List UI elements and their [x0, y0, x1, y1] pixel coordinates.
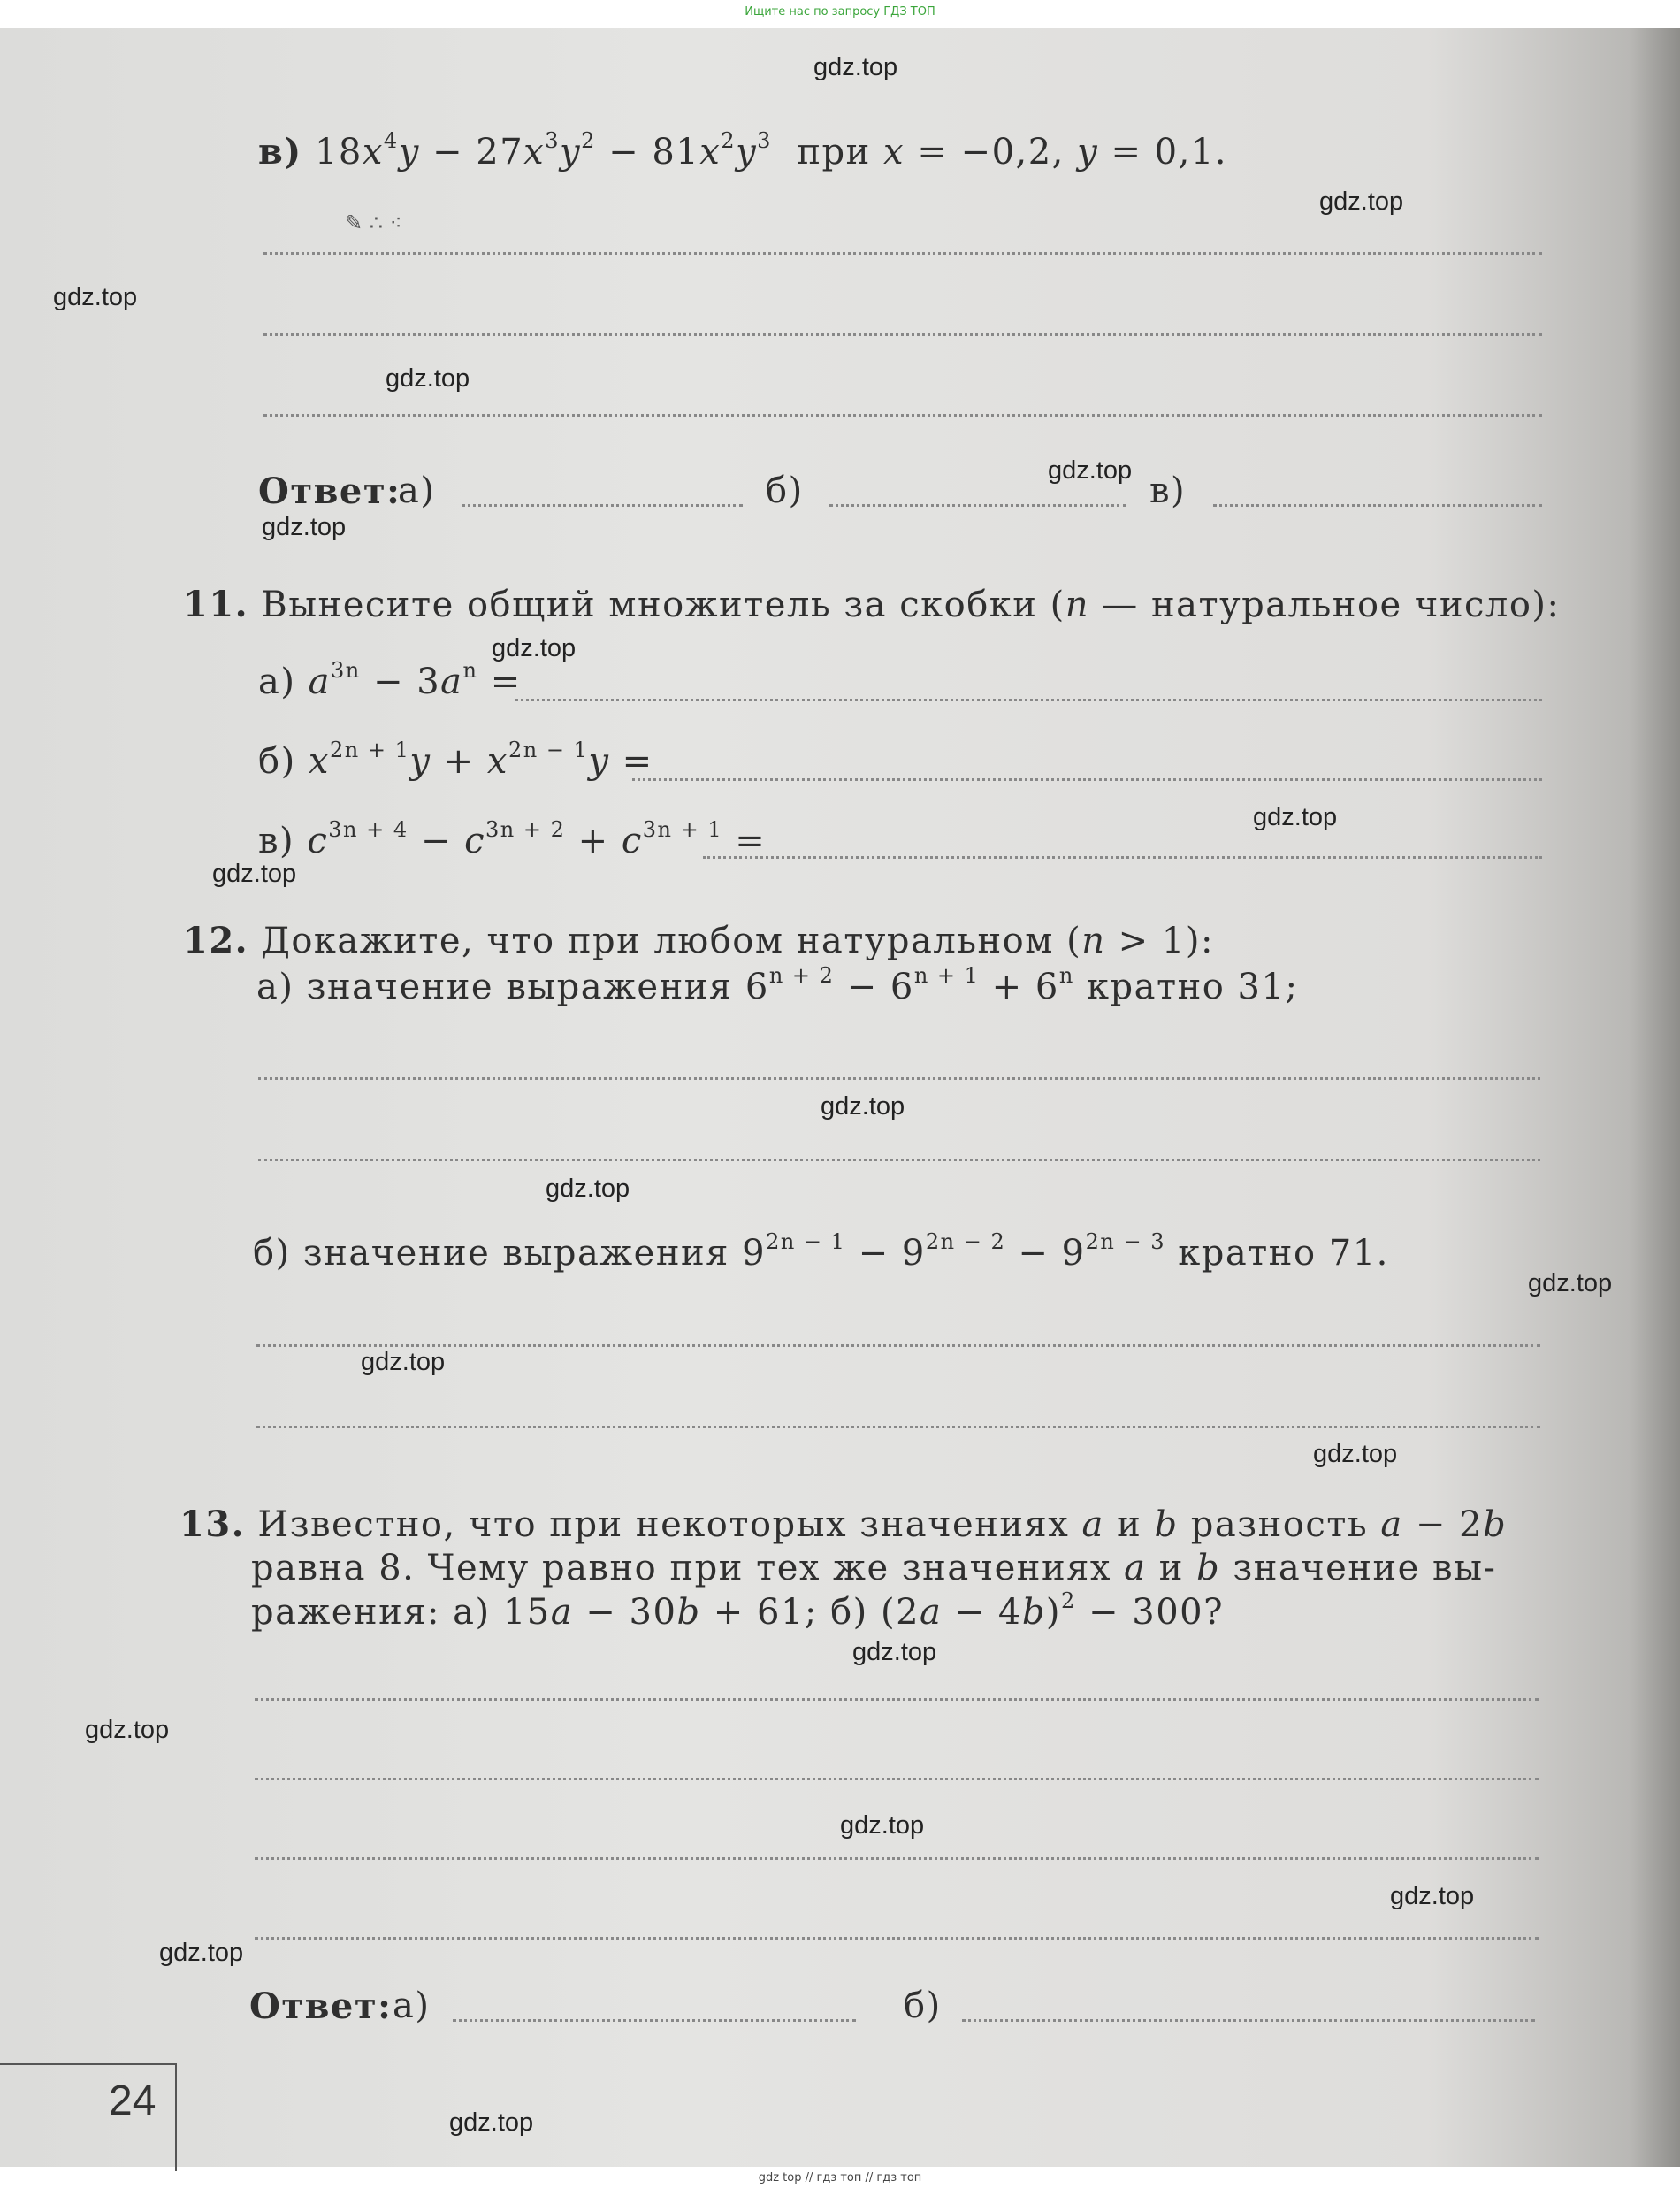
watermark: gdz.top [813, 53, 898, 81]
watermark: gdz.top [1253, 803, 1338, 831]
answer-v-field[interactable] [1213, 504, 1542, 507]
answer-a-label: а) [393, 1986, 431, 2026]
answer-line[interactable] [703, 856, 1542, 859]
task13-line3: ражения: а) 15a − 30b + 61; б) $(2a - 4b)^2 - 300$? [251, 1588, 1225, 1633]
task11-b: б) $x^{2n + 1}y + x^{2n - 1}y$ = [258, 738, 653, 782]
answer-b-field[interactable] [829, 504, 1126, 507]
task10-v-line: в) $18x^4y - 27x^3y^2 - 81x^2y^3$ при x = −0,2, y = 0,1. [258, 128, 1228, 172]
answer-a-label: а) [398, 471, 436, 511]
answer-line[interactable] [255, 1937, 1539, 1940]
answer-line[interactable] [263, 333, 1542, 336]
answer-b-field[interactable] [962, 2019, 1535, 2022]
answer-line[interactable] [256, 1426, 1540, 1428]
watermark: gdz.top [1048, 456, 1133, 485]
top-banner: Ищите нас по запросу ГДЗ ТОП [745, 5, 935, 19]
watermark: gdz.top [821, 1092, 905, 1121]
answer-line[interactable] [255, 1778, 1539, 1780]
task12-heading: 12. Докажите, что при любом натуральном (n > 1): [183, 920, 1214, 961]
answer-line[interactable] [263, 414, 1542, 417]
answer-line[interactable] [515, 699, 1542, 701]
answer-line[interactable] [256, 1344, 1540, 1347]
watermark: gdz.top [546, 1175, 630, 1203]
task12-a: а) значение выражения $6^{n + 2} - 6^{n + 1} + 6^n$ кратно 31; [256, 963, 1299, 1007]
watermark: gdz.top [449, 2108, 534, 2137]
task11-v: в) $c^{3n + 4} - c^{3n + 2} + c^{3n + 1}$ = [258, 817, 767, 861]
watermark: gdz.top [85, 1716, 170, 1744]
answer-b-label: б) [766, 471, 804, 511]
answer-a-field[interactable] [462, 504, 743, 507]
task11-heading: 11. Вынесите общий множитель за скобки (n — натуральное число): [183, 584, 1561, 625]
pencil-scribble: ✎ ∴ ⁖ [345, 210, 402, 235]
watermark: gdz.top [852, 1638, 937, 1666]
answer-line[interactable] [255, 1698, 1539, 1701]
watermark: gdz.top [361, 1348, 446, 1376]
task12-b: б) значение выражения $9^{2n - 1} - 9^{2n - 2} - 9^{2n - 3}$ кратно 71. [253, 1229, 1389, 1274]
answer-label: Ответ: [258, 471, 401, 512]
watermark: gdz.top [1319, 187, 1404, 216]
watermark: gdz.top [1313, 1440, 1398, 1468]
task11-a: а) $a^{3n} - 3a^n$ = [258, 658, 522, 702]
watermark: gdz.top [1528, 1269, 1613, 1297]
task13-line2: равна 8. Чему равно при тех же значениях a и b значение вы- [251, 1548, 1497, 1588]
answer-line[interactable] [258, 1077, 1540, 1080]
watermark: gdz.top [1390, 1882, 1475, 1910]
answer-line[interactable] [263, 252, 1542, 255]
answer-line[interactable] [255, 1857, 1539, 1860]
page-number: 24 [109, 2077, 157, 2124]
task13-line1: 13. Известно, что при некоторых значениях a и b разность a − 2b [179, 1504, 1508, 1545]
bottom-banner: gdz top // гдз топ // гдз топ [758, 2171, 922, 2185]
watermark: gdz.top [386, 364, 470, 393]
answer-a-field[interactable] [453, 2019, 856, 2022]
answer-line[interactable] [258, 1159, 1540, 1161]
answer-b-label: б) [904, 1986, 942, 2026]
watermark: gdz.top [159, 1939, 244, 1967]
watermark: gdz.top [212, 860, 297, 888]
watermark: gdz.top [262, 513, 347, 541]
answer-line[interactable] [632, 778, 1542, 781]
watermark: gdz.top [492, 634, 577, 662]
answer-v-label: в) [1149, 471, 1187, 511]
answer-label: Ответ: [249, 1986, 393, 2027]
watermark: gdz.top [840, 1811, 925, 1840]
watermark: gdz.top [53, 283, 138, 311]
